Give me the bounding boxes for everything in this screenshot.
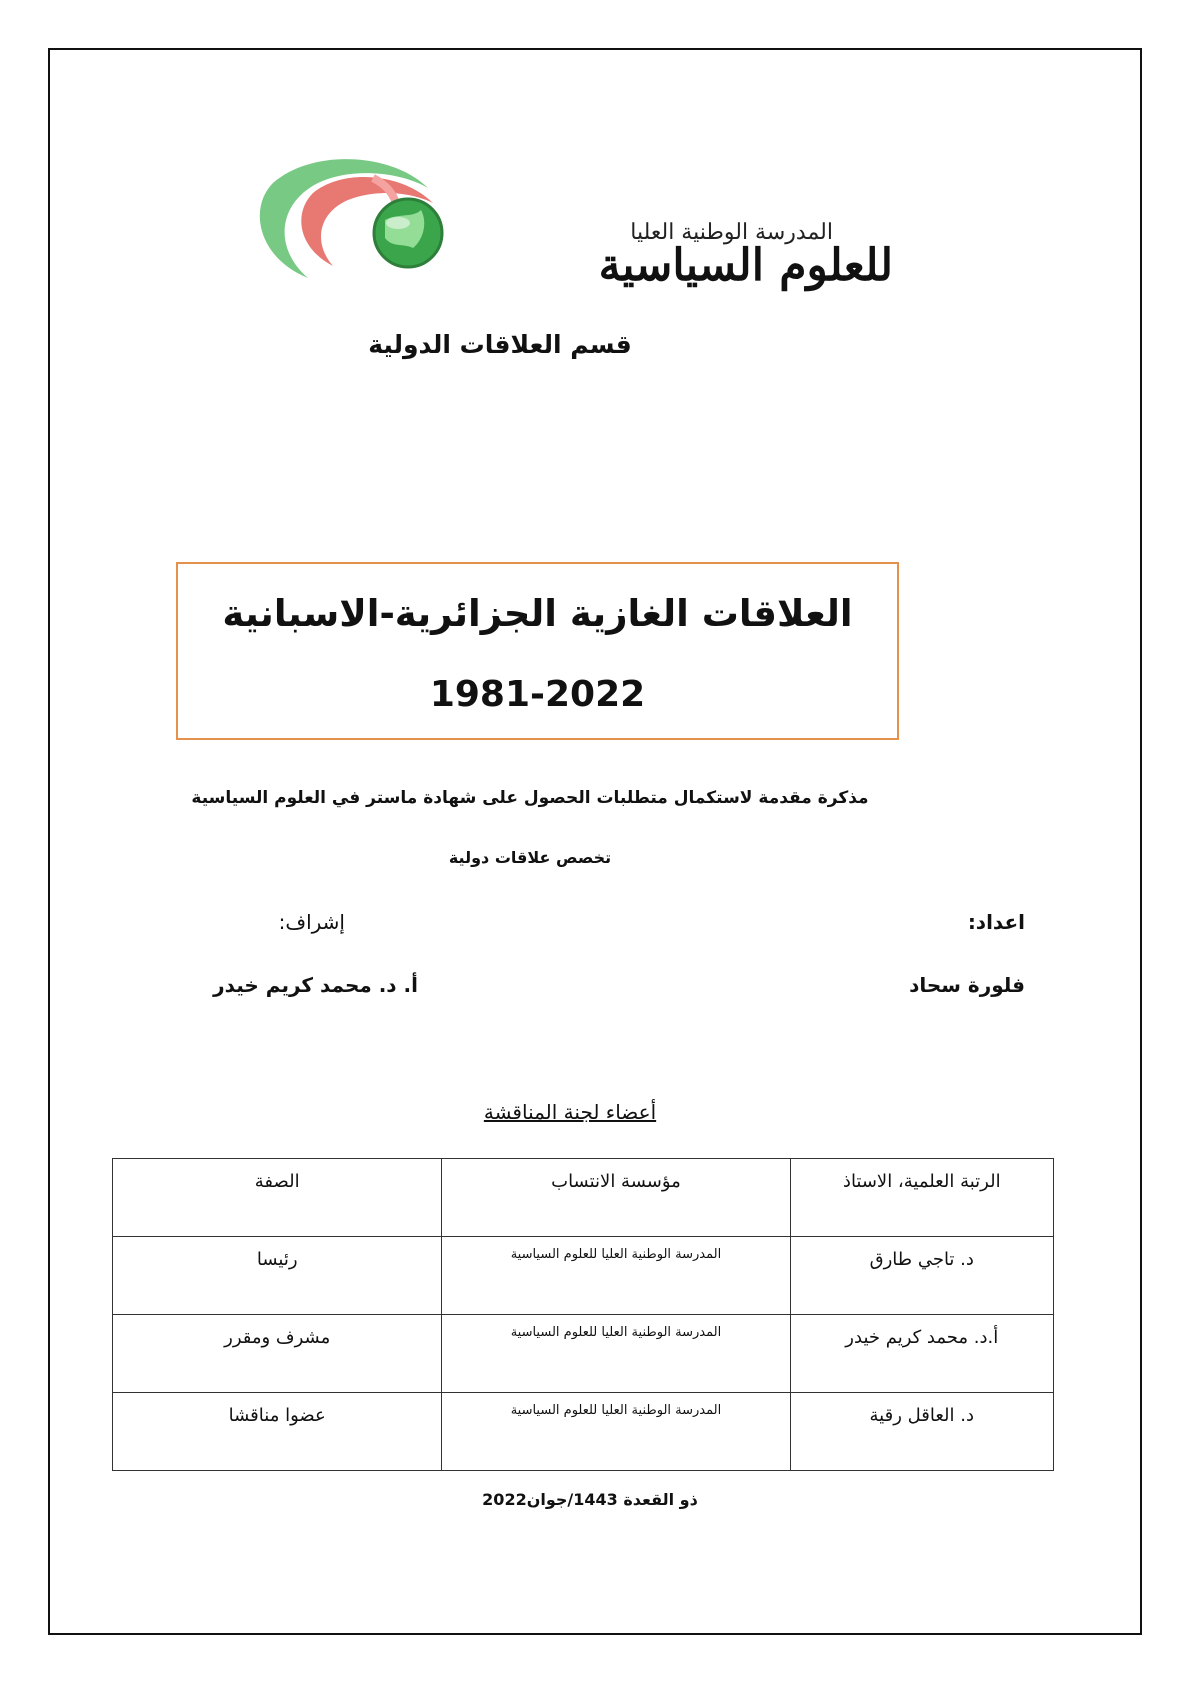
header-role: الصفة	[113, 1159, 442, 1237]
member-institution: المدرسة الوطنية العليا للعلوم السياسية	[442, 1237, 790, 1315]
member-role: مشرف ومقرر	[113, 1315, 442, 1393]
member-role: عضوا مناقشا	[113, 1393, 442, 1471]
memo-statement: مذكرة مقدمة لاستكمال متطلبات الحصول على شهادة ماستر في العلوم السياسية	[191, 788, 869, 808]
table-row	[113, 1393, 1054, 1471]
school-logo	[253, 148, 893, 296]
committee-heading: أعضاء لجنة المناقشة	[483, 1100, 657, 1124]
thesis-years: 1981-2022	[429, 674, 646, 715]
member-name: د. تاجي طارق	[790, 1237, 1053, 1315]
specialization: تخصص علاقات دولية	[448, 848, 612, 867]
logo-text-line2: للعلوم السياسية	[598, 240, 893, 291]
prepared-by-label: اعداد:	[967, 910, 1025, 934]
supervisor-name: أ. د. محمد كريم خيدر	[213, 973, 418, 997]
logo-text-line1: المدرسة الوطنية العليا	[630, 220, 833, 245]
jury-table	[112, 1158, 1054, 1471]
student-name: فلورة سحاد	[909, 973, 1025, 997]
globe-swoosh-icon	[253, 148, 473, 296]
title-box	[176, 562, 899, 740]
supervision-label: إشراف:	[278, 910, 345, 934]
header-rank: الرتبة العلمية، الاستاذ	[790, 1159, 1053, 1237]
header-institution: مؤسسة الانتساب	[442, 1159, 790, 1237]
member-institution: المدرسة الوطنية العليا للعلوم السياسية	[442, 1315, 790, 1393]
member-name: أ.د. محمد كريم خيدر	[790, 1315, 1053, 1393]
member-name: د. العاقل رقية	[790, 1393, 1053, 1471]
table-row	[113, 1315, 1054, 1393]
thesis-title: العلاقات الغازية الجزائرية-الاسبانية	[222, 592, 853, 635]
table-row	[113, 1237, 1054, 1315]
member-institution: المدرسة الوطنية العليا للعلوم السياسية	[442, 1393, 790, 1471]
table-header-row	[113, 1159, 1054, 1237]
footer-date: ذو القعدة 1443/جوان2022	[482, 1490, 698, 1509]
department-name: قسم العلاقات الدولية	[368, 330, 632, 359]
member-role: رئيسا	[113, 1237, 442, 1315]
